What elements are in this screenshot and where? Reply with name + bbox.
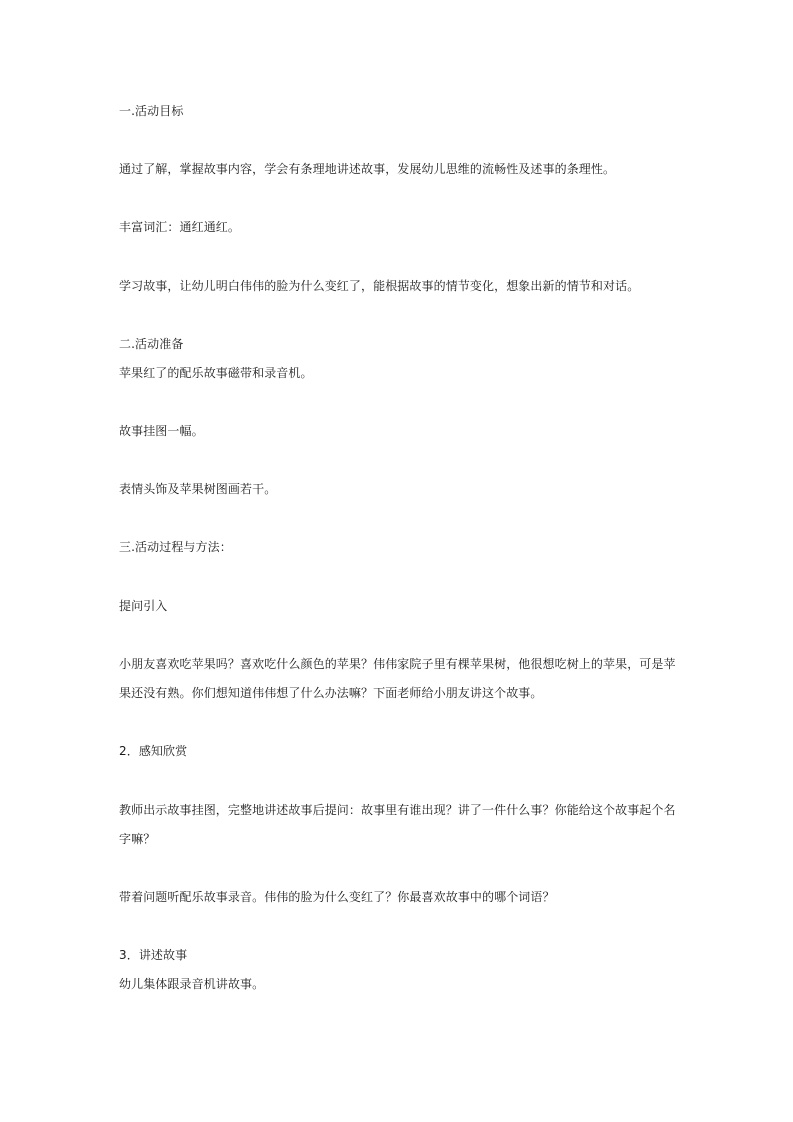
goal-paragraph-3: 学习故事，让幼儿明白伟伟的脸为什么变红了，能根据故事的情节变化，想象出新的情节和对话。 bbox=[119, 279, 640, 293]
prep-paragraph-2: 故事挂图一幅。 bbox=[119, 424, 204, 438]
step-2-title: 2．感知欣赏 bbox=[119, 744, 188, 758]
step-2-paragraph-2: 带着问题听配乐故事录音。伟伟的脸为什么变红了？你最喜欢故事中的哪个词语？ bbox=[119, 890, 555, 904]
step-2-paragraph-1-line-1: 教师出示故事挂图，完整地讲述故事后提问：故事里有谁出现？讲了一件什么事？你能给这个故事起个名 bbox=[119, 803, 676, 817]
prep-paragraph-1: 苹果红了的配乐故事磁带和录音机。 bbox=[119, 366, 313, 380]
step-3-paragraph-1: 幼儿集体跟录音机讲故事。 bbox=[119, 977, 265, 991]
step-1-paragraph-line-1: 小朋友喜欢吃苹果吗？喜欢吃什么颜色的苹果？伟伟家院子里有棵苹果树，他很想吃树上的苹果，可是苹 bbox=[119, 657, 676, 671]
goal-paragraph-1: 通过了解，掌握故事内容，学会有条理地讲述故事，发展幼儿思维的流畅性及述事的条理性。 bbox=[119, 162, 616, 176]
section-heading-preparation: 二.活动准备 bbox=[119, 337, 184, 351]
section-heading-goals: 一.活动目标 bbox=[119, 104, 184, 118]
step-1-paragraph-line-2: 果还没有熟。你们想知道伟伟想了什么办法嘛？下面老师给小朋友讲这个故事。 bbox=[119, 686, 543, 700]
prep-paragraph-3: 表情头饰及苹果树图画若干。 bbox=[119, 482, 277, 496]
goal-paragraph-2: 丰富词汇：通红通红。 bbox=[119, 220, 241, 234]
step-1-title: 提问引入 bbox=[119, 599, 168, 613]
section-heading-process: 三.活动过程与方法： bbox=[119, 540, 232, 554]
step-2-paragraph-1-line-2: 字嘛？ bbox=[119, 832, 156, 846]
step-3-title: 3．讲述故事 bbox=[119, 948, 188, 962]
